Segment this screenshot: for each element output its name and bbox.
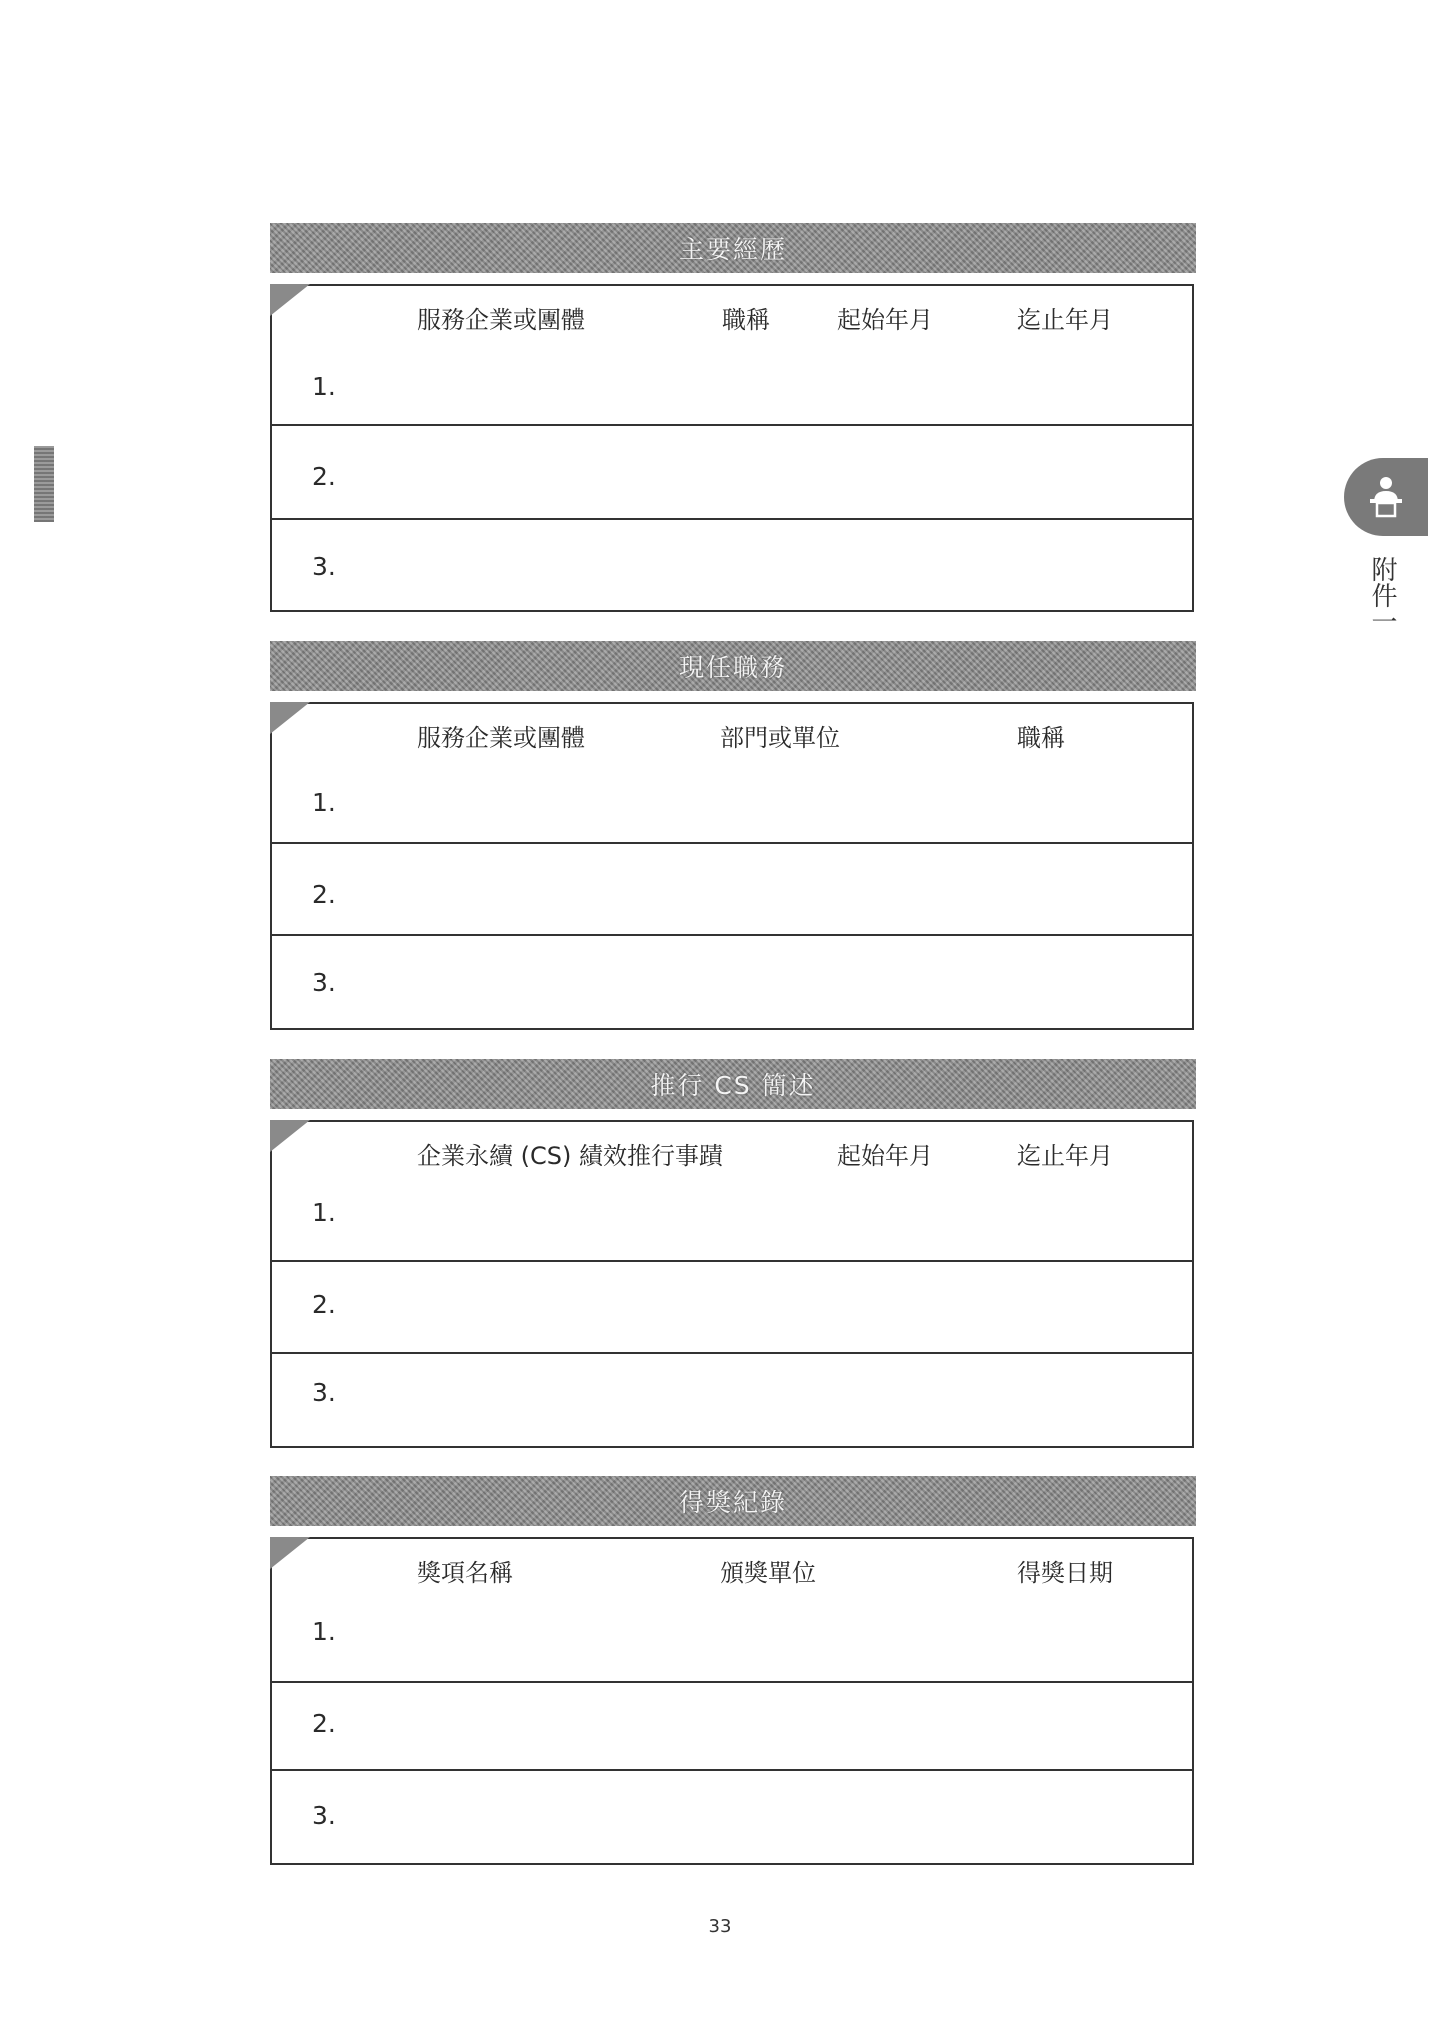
column-header: 部門或單位 <box>720 724 840 752</box>
column-header: 獎項名稱 <box>417 1559 513 1587</box>
section-title: 主要經歷 <box>678 235 787 264</box>
appendix-label: 附件一 <box>1367 556 1397 634</box>
column-header: 迄止年月 <box>1017 306 1113 334</box>
row-number: 1. <box>312 1198 336 1227</box>
section-header-cs-summary <box>270 1059 1196 1109</box>
section-title: 得獎紀錄 <box>678 1488 787 1517</box>
row-divider <box>272 424 1192 426</box>
corner-tab-marker <box>270 702 310 734</box>
row-number: 2. <box>312 880 336 909</box>
column-header: 迄止年月 <box>1017 1142 1113 1170</box>
row-divider <box>272 1769 1192 1771</box>
column-header: 起始年月 <box>837 306 933 334</box>
row-divider <box>272 842 1192 844</box>
current-position-table <box>270 702 1194 1030</box>
row-number: 2. <box>312 1709 336 1738</box>
row-number: 3. <box>312 552 336 581</box>
row-number: 3. <box>312 968 336 997</box>
appendix-tab <box>1344 458 1428 536</box>
row-number: 1. <box>312 788 336 817</box>
column-header: 職稱 <box>1017 724 1065 752</box>
row-number: 3. <box>312 1378 336 1407</box>
column-header: 企業永續 (CS) 績效推行事蹟 <box>417 1142 723 1170</box>
section-title: 推行 CS 簡述 <box>650 1071 816 1100</box>
section-header-current-position <box>270 641 1196 691</box>
row-number: 2. <box>312 1290 336 1319</box>
row-divider <box>272 518 1192 520</box>
row-divider <box>272 934 1192 936</box>
cs-summary-table <box>270 1120 1194 1448</box>
corner-tab-marker <box>270 1537 310 1569</box>
section-title: 現任職務 <box>678 653 787 682</box>
person-at-podium-icon <box>1363 472 1409 522</box>
row-number: 2. <box>312 462 336 491</box>
row-number: 1. <box>312 372 336 401</box>
row-divider <box>272 1260 1192 1262</box>
column-header: 服務企業或團體 <box>417 724 585 752</box>
column-header: 職稱 <box>722 306 770 334</box>
awards-table <box>270 1537 1194 1865</box>
side-marker <box>34 446 54 522</box>
main-experience-table <box>270 284 1194 612</box>
corner-tab-marker <box>270 1120 310 1152</box>
corner-tab-marker <box>270 284 310 316</box>
section-header-main-experience <box>270 223 1196 273</box>
section-header-awards <box>270 1476 1196 1526</box>
row-number: 3. <box>312 1801 336 1830</box>
row-number: 1. <box>312 1617 336 1646</box>
column-header: 服務企業或團體 <box>417 306 585 334</box>
column-header: 頒獎單位 <box>720 1559 816 1587</box>
column-header: 得獎日期 <box>1017 1559 1113 1587</box>
column-header: 起始年月 <box>837 1142 933 1170</box>
row-divider <box>272 1681 1192 1683</box>
page-number: 33 <box>708 1916 732 1937</box>
row-divider <box>272 1352 1192 1354</box>
